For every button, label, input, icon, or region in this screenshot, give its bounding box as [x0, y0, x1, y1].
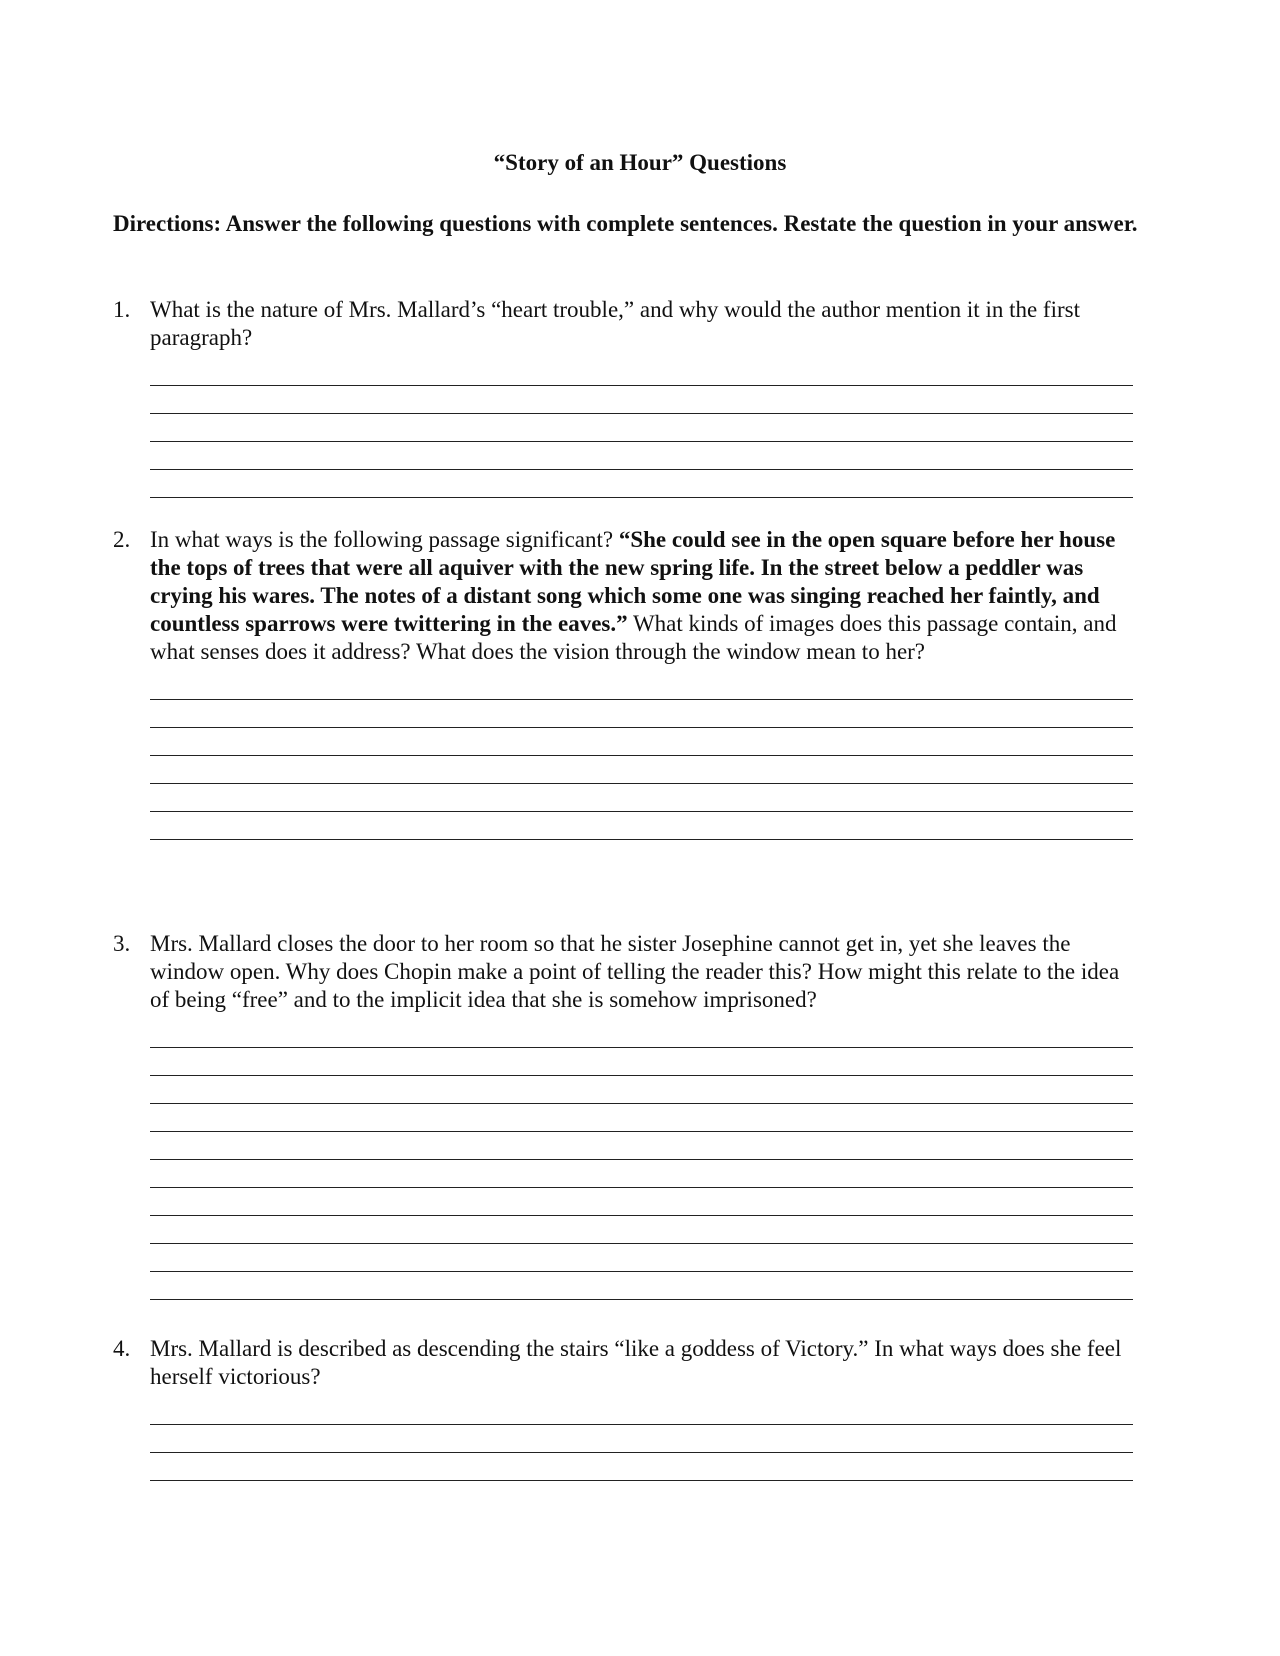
- answer-line[interactable]: [150, 728, 1133, 756]
- question-text: [113, 296, 1133, 352]
- answer-line[interactable]: [150, 1244, 1133, 1272]
- page-title: “Story of an Hour” Questions: [493, 150, 787, 175]
- question-text: [113, 526, 1133, 666]
- answer-line[interactable]: [150, 1425, 1133, 1453]
- answer-line[interactable]: [150, 672, 1133, 700]
- answer-line[interactable]: [150, 358, 1133, 386]
- answer-line[interactable]: [150, 700, 1133, 728]
- question-quote: “She could see in the open square before her house the tops of trees that were all aquiver with the new spring life. In the street below a peddler was crying his wares. The notes of a distant song which some one was singing reached her faintly, and countless sparrows were twittering in the eaves.”: [150, 527, 1116, 636]
- answer-line[interactable]: [150, 1188, 1133, 1216]
- question-2: [113, 526, 1133, 840]
- question-text: [113, 930, 1133, 1014]
- question-prompt: What is the nature of Mrs. Mallard’s “heart trouble,” and why would the author mention it in the first paragraph?: [150, 297, 1080, 350]
- answer-line[interactable]: [150, 1216, 1133, 1244]
- answer-lines[interactable]: [150, 672, 1133, 840]
- directions: Directions: Answer the following questions with complete sentences. Restate the question in your answer.: [113, 211, 1138, 236]
- answer-line[interactable]: [150, 1020, 1133, 1048]
- answer-line[interactable]: [150, 1272, 1133, 1300]
- answer-line[interactable]: [150, 1160, 1133, 1188]
- question-number: 2.: [113, 527, 131, 552]
- question-4: [113, 1335, 1133, 1481]
- answer-line[interactable]: [150, 1453, 1133, 1481]
- answer-line[interactable]: [150, 470, 1133, 498]
- question-number: 4.: [113, 1336, 131, 1361]
- answer-line[interactable]: [150, 1048, 1133, 1076]
- answer-line[interactable]: [150, 1397, 1133, 1425]
- answer-line[interactable]: [150, 812, 1133, 840]
- answer-line[interactable]: [150, 1076, 1133, 1104]
- answer-lines[interactable]: [150, 358, 1133, 498]
- question-prompt-cont: What kinds of images does this passage contain, and what senses does it address? What does the vision through the window mean to her?: [150, 611, 1117, 664]
- answer-lines[interactable]: [150, 1397, 1133, 1481]
- answer-lines[interactable]: [150, 1020, 1133, 1300]
- answer-line[interactable]: [150, 414, 1133, 442]
- question-number: 3.: [113, 931, 131, 956]
- answer-line[interactable]: [150, 756, 1133, 784]
- question-3: [113, 930, 1133, 1300]
- question-prompt: Mrs. Mallard closes the door to her room so that he sister Josephine cannot get in, yet she leaves the window open. Why does Chopin make a point of telling the reader this? How might this relate to the idea of being “free” and to the implicit idea that she is somehow imprisoned?: [150, 931, 1120, 1012]
- question-text: [113, 1335, 1133, 1391]
- answer-line[interactable]: [150, 784, 1133, 812]
- answer-line[interactable]: [150, 442, 1133, 470]
- question-prompt: In what ways is the following passage significant?: [150, 527, 619, 552]
- question-prompt: Mrs. Mallard is described as descending the stairs “like a goddess of Victory.” In what ways does she feel herself victorious?: [150, 1336, 1122, 1389]
- answer-line[interactable]: [150, 1132, 1133, 1160]
- answer-line[interactable]: [150, 386, 1133, 414]
- question-1: [113, 296, 1133, 498]
- question-number: 1.: [113, 297, 131, 322]
- answer-line[interactable]: [150, 1104, 1133, 1132]
